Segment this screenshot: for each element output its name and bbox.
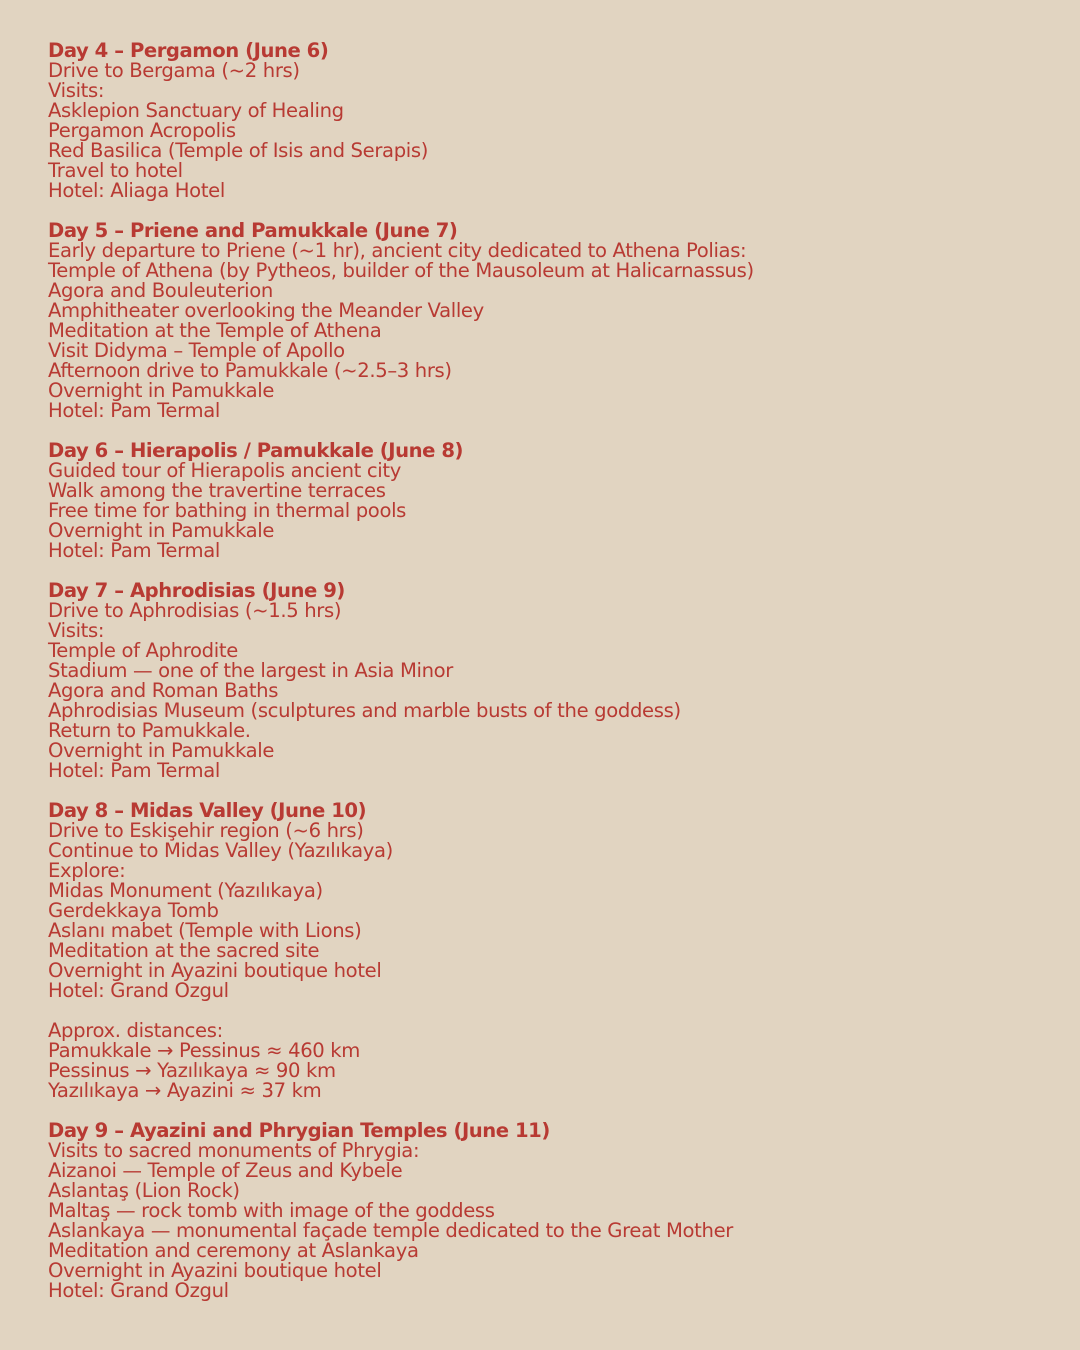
itinerary-line: Explore: (48, 859, 126, 882)
itinerary-line: Guided tour of Hierapolis ancient city (48, 459, 401, 482)
distances-label: Approx. distances: (48, 1019, 223, 1042)
itinerary-line: Agora and Bouleuterion (48, 279, 273, 302)
distances-section (48, 1021, 1032, 1101)
day-5-heading: Day 5 – Priene and Pamukkale (June 7) (48, 219, 458, 242)
itinerary-line: Return to Pamukkale. (48, 719, 251, 742)
distance-line: Pamukkale → Pessinus ≈ 460 km (48, 1039, 361, 1062)
itinerary-line: Meditation at the Temple of Athena (48, 319, 382, 342)
itinerary-line: Aslankaya — monumental façade temple dedicated to the Great Mother (48, 1219, 733, 1242)
distance-line: Yazılıkaya → Ayazini ≈ 37 km (48, 1079, 322, 1102)
day-6-heading: Day 6 – Hierapolis / Pamukkale (June 8) (48, 439, 464, 462)
day-7-section (48, 581, 1032, 781)
day-6-section (48, 441, 1032, 561)
itinerary-line: Travel to hotel (48, 159, 183, 182)
hotel-line: Hotel: Aliaga Hotel (48, 179, 225, 202)
itinerary-line: Agora and Roman Baths (48, 679, 279, 702)
itinerary-line: Overnight in Ayazini boutique hotel (48, 959, 382, 982)
itinerary-line: Overnight in Pamukkale (48, 739, 275, 762)
day-9-section (48, 1121, 1032, 1301)
itinerary-line: Red Basilica (Temple of Isis and Serapis) (48, 139, 429, 162)
itinerary-line: Aslanı mabet (Temple with Lions) (48, 919, 362, 942)
itinerary-line: Early departure to Priene (~1 hr), ancient city dedicated to Athena Polias: (48, 239, 747, 262)
itinerary-line: Gerdekkaya Tomb (48, 899, 219, 922)
itinerary-line: Maltaş — rock tomb with image of the goddess (48, 1199, 495, 1222)
hotel-line: Hotel: Grand Ozgul (48, 979, 229, 1002)
itinerary-line: Temple of Aphrodite (48, 639, 238, 662)
day-8-section (48, 801, 1032, 1001)
itinerary-line: Meditation at the sacred site (48, 939, 320, 962)
itinerary-line: Temple of Athena (by Pytheos, builder of the Mausoleum at Halicarnassus) (48, 259, 754, 282)
itinerary-line: Aizanoi — Temple of Zeus and Kybele (48, 1159, 403, 1182)
hotel-line: Hotel: Pam Termal (48, 539, 220, 562)
itinerary-line: Drive to Aphrodisias (~1.5 hrs) (48, 599, 342, 622)
itinerary-line: Drive to Bergama (~2 hrs) (48, 59, 300, 82)
itinerary-line: Visits: (48, 79, 105, 102)
itinerary-line: Midas Monument (Yazılıkaya) (48, 879, 323, 902)
day-9-heading: Day 9 – Ayazini and Phrygian Temples (June 11) (48, 1119, 550, 1142)
itinerary-line: Drive to Eskişehir region (~6 hrs) (48, 819, 364, 842)
itinerary-line: Asklepion Sanctuary of Healing (48, 99, 344, 122)
day-8-heading: Day 8 – Midas Valley (June 10) (48, 799, 367, 822)
hotel-line: Hotel: Grand Ozgul (48, 1279, 229, 1302)
day-5-section (48, 221, 1032, 421)
itinerary-line: Visits: (48, 619, 105, 642)
day-7-heading: Day 7 – Aphrodisias (June 9) (48, 579, 345, 602)
distance-line: Pessinus → Yazılıkaya ≈ 90 km (48, 1059, 336, 1082)
itinerary-line: Visits to sacred monuments of Phrygia: (48, 1139, 420, 1162)
hotel-line: Hotel: Pam Termal (48, 399, 220, 422)
itinerary-line: Afternoon drive to Pamukkale (~2.5–3 hrs) (48, 359, 452, 382)
hotel-line: Hotel: Pam Termal (48, 759, 220, 782)
itinerary-line: Overnight in Pamukkale (48, 379, 275, 402)
itinerary-line: Pergamon Acropolis (48, 119, 236, 142)
itinerary-line: Continue to Midas Valley (Yazılıkaya) (48, 839, 393, 862)
itinerary-line: Stadium — one of the largest in Asia Minor (48, 659, 454, 682)
itinerary-line: Meditation and ceremony at Aslankaya (48, 1239, 419, 1262)
itinerary-line: Visit Didyma – Temple of Apollo (48, 339, 345, 362)
itinerary-line: Overnight in Ayazini boutique hotel (48, 1259, 382, 1282)
itinerary-line: Walk among the travertine terraces (48, 479, 386, 502)
itinerary-line: Overnight in Pamukkale (48, 519, 275, 542)
day-4-heading: Day 4 – Pergamon (June 6) (48, 39, 329, 62)
itinerary-line: Amphitheater overlooking the Meander Valley (48, 299, 484, 322)
itinerary-line: Free time for bathing in thermal pools (48, 499, 407, 522)
day-4-section (48, 41, 1032, 201)
itinerary-line: Aphrodisias Museum (sculptures and marble busts of the goddess) (48, 699, 681, 722)
itinerary-line: Aslantaş (Lion Rock) (48, 1179, 240, 1202)
